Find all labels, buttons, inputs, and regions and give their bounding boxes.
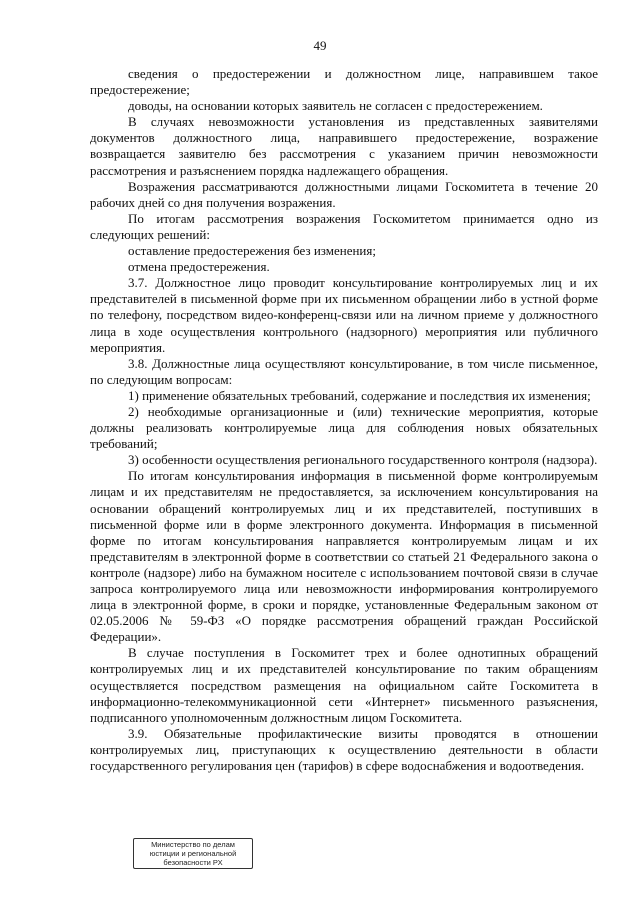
stamp-line: безопасности РХ (163, 858, 223, 867)
document-body (90, 66, 598, 774)
paragraph: 1) применение обязательных требований, содержание и последствия их изменения; (128, 387, 591, 403)
paragraph: сведения о предостережении и должностном лице, направившем такое предостережение; (90, 66, 598, 98)
paragraph: отмена предостережения. (128, 259, 270, 275)
registration-stamp (133, 838, 253, 869)
paragraph: В случаях невозможности установления из представленных заявителями документов должностного лица, направившего предостережение, возражение возвращается заявителю без рассмотрения с указанием причин невозможности рассмотрения и разъяснением порядка надлежащего обращения. (90, 114, 598, 178)
page-number: 49 (313, 38, 327, 53)
paragraph: Возражения рассматриваются должностными лицами Госкомитета в течение 20 рабочих дней со дня получения возражения. (90, 178, 598, 210)
paragraph: По итогам консультирования информация в письменной форме контролируемым лицам и их представителям не предоставляется, за исключением консультирования на основании обращений контролируемых лиц и их представителей, поступивших в письменной форме или в форме электронного документа. Информация в письменной форме по итогам консультирования направляется контролируемым лицам и их представителям в электронной форме в соответствии со статьей 21 Федерального закона о контроле (надзоре) либо на бумажном носителе с использованием почтовой связи в случае запроса контролируемого лица или невозможности информирования контролируемого лица в электронной форме, в сроки и порядке, установленные Федеральным законом от 02.05.2006 № 59-ФЗ «О порядке рассмотрения обращений граждан Российской Федерации». (90, 468, 598, 645)
paragraph: По итогам рассмотрения возражения Госкомитетом принимается одно из следующих решений: (90, 210, 598, 242)
paragraph: 3.7. Должностное лицо проводит консультирование контролируемых лиц и их представителей в письменной форме при их письменном обращении либо в устной форме по телефону, посредством видео-конференц-связи или на личном приеме у должностного лица в ходе осуществления контрольного (надзорного) мероприятия или публичного мероприятия. (90, 275, 598, 355)
paragraph: доводы, на основании которых заявитель не согласен с предостережением. (128, 98, 543, 114)
paragraph: 3.9. Обязательные профилактические визиты проводятся в отношении контролируемых лиц, приступающих к осуществлению деятельности в области государственного регулирования цен (тарифов) в сфере водоснабжения и водоотведения. (90, 725, 598, 774)
paragraph: 2) необходимые организационные и (или) технические мероприятия, которые должны реализовать контролируемые лица для соблюдения новых обязательных требований; (90, 403, 598, 452)
stamp-line: Министерство по делам (151, 840, 235, 849)
paragraph: В случае поступления в Госкомитет трех и более однотипных обращений контролируемых лиц и их представителей консультирование по таким обращениям осуществляется посредством размещения на официальном сайте Госкомитета в информационно-телекоммуникационной сети «Интернет» письменного разъяснения, подписанного уполномоченным должностным лицом Госкомитета. (90, 645, 598, 725)
paragraph: 3.8. Должностные лица осуществляют консультирование, в том числе письменное, по следующим вопросам: (90, 355, 598, 387)
paragraph: 3) особенности осуществления регионального государственного контроля (надзора). (128, 452, 598, 468)
stamp-line: юстиции и региональной (149, 849, 237, 858)
paragraph: оставление предостережения без изменения; (128, 243, 376, 259)
